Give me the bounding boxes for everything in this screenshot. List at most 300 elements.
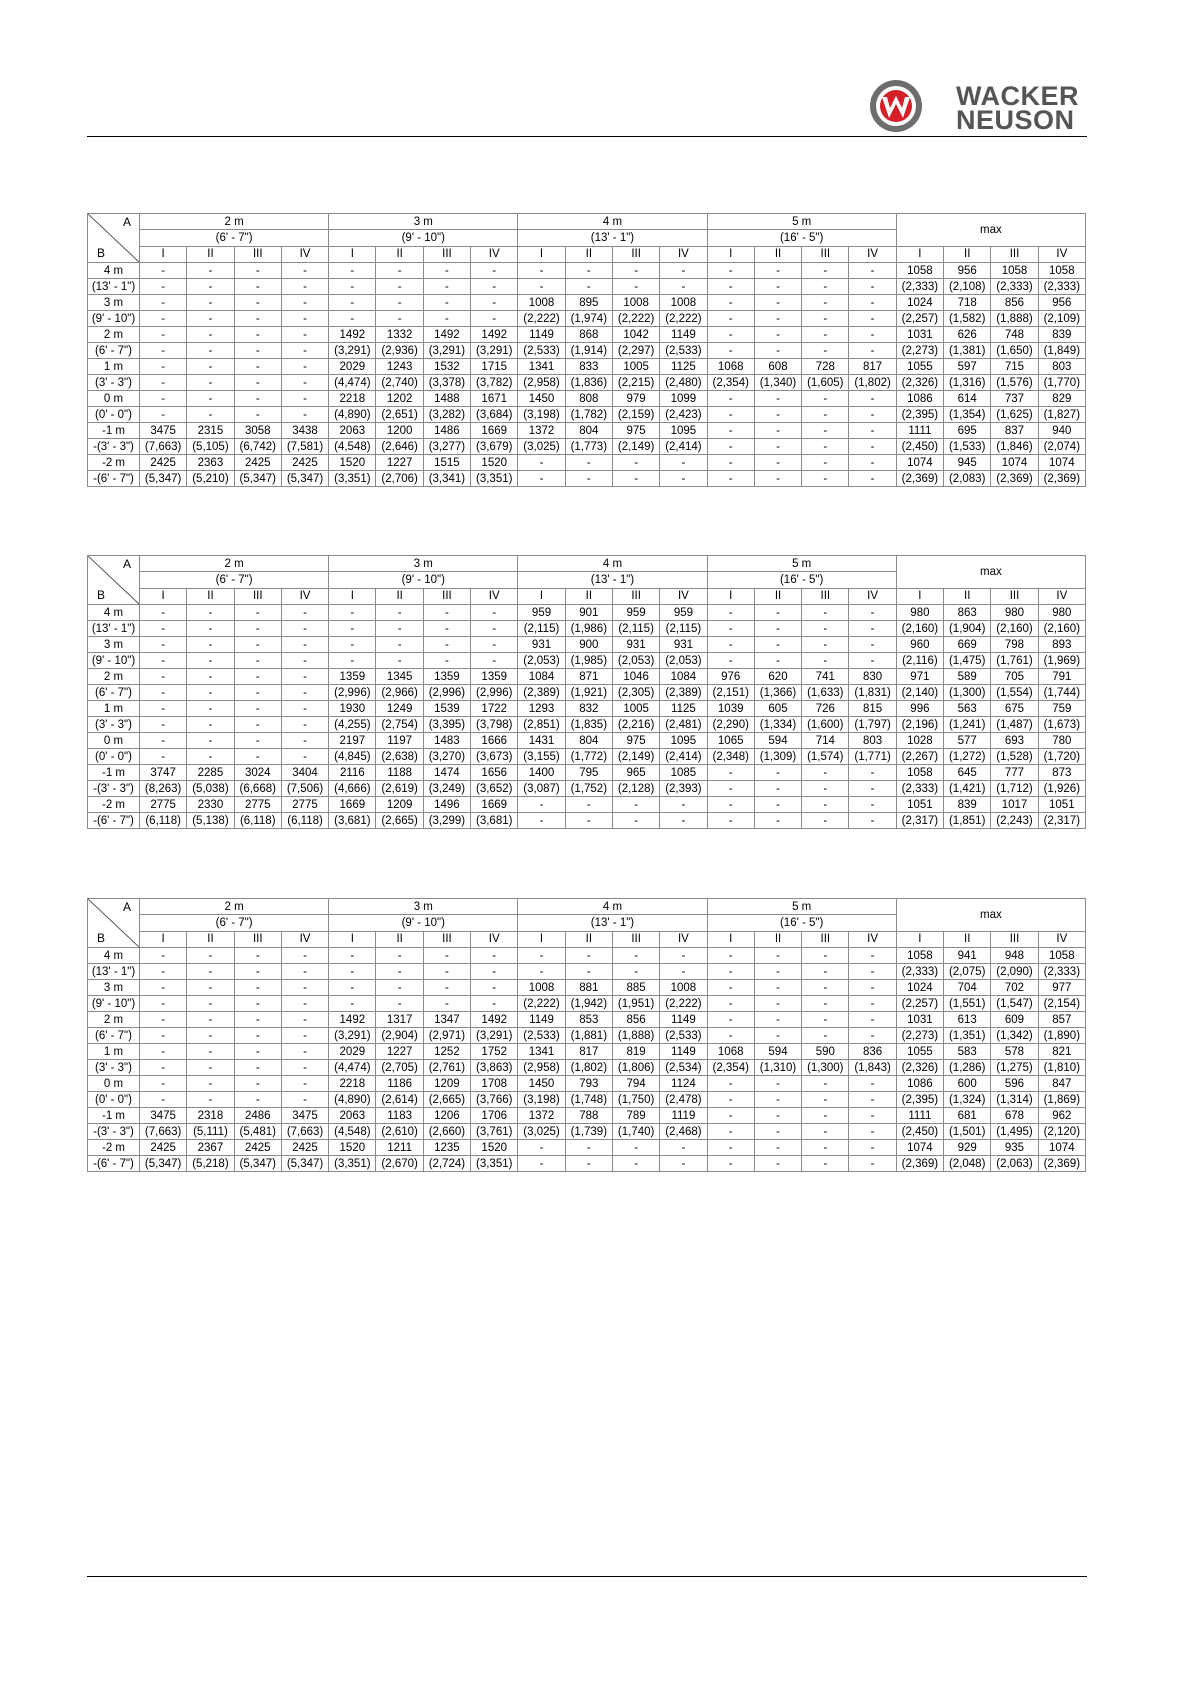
table-cell: 1095 [660,423,707,439]
table-cell: - [849,637,896,653]
row-label: 3 m [88,295,140,311]
table-cell: - [376,964,423,980]
table-cell: - [140,948,187,964]
wacker-neuson-logo-mark [868,78,924,134]
table-cell: 1930 [329,701,376,717]
table-cell: - [518,813,565,829]
table-cell: 901 [565,605,612,621]
table-cell: - [707,391,754,407]
table-cell: - [376,263,423,279]
table-cell: - [707,1156,754,1172]
row-label: -1 m [88,423,140,439]
table-cell: 590 [802,1044,849,1060]
table-cell: - [754,279,801,295]
table-cell: 935 [991,1140,1038,1156]
table-cell: - [140,717,187,733]
table-cell: (2,665) [376,813,423,829]
table-cell: 975 [612,733,659,749]
table-cell: 1520 [471,1140,518,1156]
table-cell: (2,724) [423,1156,470,1172]
table-cell: (4,474) [329,1060,376,1076]
table-cell: 1124 [660,1076,707,1092]
table-cell: (4,666) [329,781,376,797]
table-cell: 1046 [612,669,659,685]
table-cell: - [423,980,470,996]
table-cell: - [565,964,612,980]
table-cell: 1074 [896,1140,943,1156]
table-cell: - [140,653,187,669]
table-cell: 789 [612,1108,659,1124]
table-cell: 1149 [518,327,565,343]
table-cell: (1,334) [754,717,801,733]
table-cell: 960 [896,637,943,653]
table-cell: (2,533) [660,1028,707,1044]
table-cell: (5,347) [234,1156,281,1172]
table-cell: (2,450) [896,439,943,455]
table-cell: - [471,637,518,653]
table-cell: 1483 [423,733,470,749]
table-cell: - [234,685,281,701]
table-cell: 791 [1038,669,1085,685]
radius-subheader: (16' - 5") [707,230,896,246]
table-row [88,669,1086,685]
load-table-1 [87,213,1086,487]
table-cell: (3,863) [471,1060,518,1076]
table-cell: (1,351) [944,1028,991,1044]
table-cell: (2,048) [944,1156,991,1172]
column-header: IV [281,931,328,947]
table-cell: 608 [754,359,801,375]
table-cell: - [707,295,754,311]
radius-subheader: (13' - 1") [518,230,707,246]
table-row [88,1140,1086,1156]
table-cell: (2,369) [896,1156,943,1172]
table-cell: (3,025) [518,439,565,455]
column-header: II [565,588,612,604]
row-label: (3' - 3") [88,375,140,391]
table-cell: - [140,407,187,423]
table-cell: - [660,948,707,964]
table-cell: - [329,295,376,311]
table-cell: - [660,279,707,295]
table-cell: - [140,701,187,717]
table-cell: - [281,996,328,1012]
table-cell: (4,890) [329,407,376,423]
table-cell: - [849,407,896,423]
table-cell: - [471,948,518,964]
table-cell: - [187,1028,234,1044]
table-cell: (1,926) [1038,781,1085,797]
table-cell: - [849,327,896,343]
column-header: III [423,588,470,604]
table-cell: 741 [802,669,849,685]
table-cell: (2,267) [896,749,943,765]
table-cell: 726 [802,701,849,717]
table-cell: (2,154) [1038,996,1085,1012]
header-row-radius [88,899,1086,915]
table-cell: (2,395) [896,407,943,423]
table-cell: - [281,948,328,964]
table-cell: - [754,797,801,813]
table-cell: (1,849) [1038,343,1085,359]
table-cell: - [281,669,328,685]
table-row [88,359,1086,375]
table-cell: (1,421) [944,781,991,797]
table-cell: 856 [991,295,1038,311]
table-cell: 2775 [234,797,281,813]
row-label: (3' - 3") [88,717,140,733]
table-cell: 941 [944,948,991,964]
row-label: 1 m [88,1044,140,1060]
table-cell: 1359 [423,669,470,685]
table-cell: 1074 [1038,455,1085,471]
table-cell: (1,501) [944,1124,991,1140]
table-cell: - [281,749,328,765]
table-cell: 819 [612,1044,659,1060]
table-cell: (3,395) [423,717,470,733]
column-header: II [376,588,423,604]
table-cell: (3,291) [329,1028,376,1044]
table-cell: 1074 [991,455,1038,471]
table-cell: 1669 [471,423,518,439]
table-cell: 1183 [376,1108,423,1124]
table-cell: - [234,1012,281,1028]
table-cell: (2,317) [896,813,943,829]
radius-header: 3 m [329,556,518,572]
table-cell: - [802,980,849,996]
row-label: (0' - 0") [88,1092,140,1108]
header-row-columns [88,931,1086,947]
table-cell: - [707,621,754,637]
wacker-neuson-logo [868,78,1088,138]
table-cell: (3,025) [518,1124,565,1140]
column-header: I [140,246,187,262]
load-table-3 [87,898,1086,1172]
table-cell: 1149 [518,1012,565,1028]
table-cell: (2,317) [1038,813,1085,829]
column-header: IV [1038,246,1085,262]
table-cell: (4,548) [329,1124,376,1140]
table-cell: (1,881) [565,1028,612,1044]
table-cell: 868 [565,327,612,343]
table-row [88,343,1086,359]
table-cell: 1074 [896,455,943,471]
table-cell: (3,652) [471,781,518,797]
table-cell: (1,554) [991,685,1038,701]
table-cell: - [849,263,896,279]
table-cell: 669 [944,637,991,653]
table-cell: 2775 [281,797,328,813]
table-cell: 1243 [376,359,423,375]
load-chart-table [87,213,1086,487]
table-cell: (2,222) [612,311,659,327]
table-cell: - [187,669,234,685]
table-cell: 975 [612,423,659,439]
table-cell: (8,263) [140,781,187,797]
table-cell: - [802,653,849,669]
table-cell: (2,533) [518,343,565,359]
max-header: max [896,556,1085,589]
table-cell: 2425 [281,455,328,471]
table-cell: 2218 [329,391,376,407]
table-cell: 971 [896,669,943,685]
table-cell: 1125 [660,359,707,375]
table-cell: (1,342) [991,1028,1038,1044]
corner-diagonal [88,899,139,947]
table-cell: - [187,391,234,407]
table-cell: - [281,391,328,407]
table-cell: (2,159) [612,407,659,423]
table-row [88,733,1086,749]
table-cell: 931 [660,637,707,653]
table-cell: (6,742) [234,439,281,455]
table-cell: 594 [754,733,801,749]
table-cell: 829 [1038,391,1085,407]
table-cell: 563 [944,701,991,717]
table-cell: - [423,295,470,311]
table-cell: - [140,1092,187,1108]
table-cell: - [802,948,849,964]
table-cell: (1,300) [802,1060,849,1076]
table-cell: - [754,996,801,1012]
table-cell: (5,111) [187,1124,234,1140]
table-cell: - [802,295,849,311]
table-cell: (1,650) [991,343,1038,359]
table-cell: - [660,964,707,980]
table-cell: (1,487) [991,717,1038,733]
table-cell: (2,369) [896,471,943,487]
table-cell: - [612,964,659,980]
radius-header: 2 m [140,556,329,572]
table-cell: (2,160) [991,621,1038,637]
table-cell: 1341 [518,359,565,375]
table-cell: (1,921) [565,685,612,701]
table-cell: - [281,605,328,621]
table-cell: - [234,653,281,669]
table-cell: 931 [612,637,659,653]
table-cell: 956 [944,263,991,279]
row-label: (6' - 7") [88,1028,140,1044]
table-cell: (6,118) [140,813,187,829]
table-cell: - [187,948,234,964]
table-cell: - [802,455,849,471]
table-cell: - [187,327,234,343]
table-cell: (1,316) [944,375,991,391]
table-cell: (2,638) [376,749,423,765]
table-cell: - [423,653,470,669]
table-cell: 965 [612,765,659,781]
table-cell: (2,140) [896,685,943,701]
table-cell: 1520 [329,1140,376,1156]
table-cell: - [187,733,234,749]
table-cell: - [802,781,849,797]
column-header: I [518,931,565,947]
table-row [88,1012,1086,1028]
table-cell: 2425 [140,1140,187,1156]
column-header: II [187,588,234,604]
table-cell: 1024 [896,980,943,996]
column-header: IV [471,588,518,604]
table-cell: - [565,455,612,471]
table-cell: 1532 [423,359,470,375]
column-header: II [944,246,991,262]
table-cell: 1332 [376,327,423,343]
table-cell: - [707,980,754,996]
radius-subheader: (6' - 7") [140,915,329,931]
table-cell: - [281,733,328,749]
table-cell: 704 [944,980,991,996]
table-cell: (2,083) [944,471,991,487]
table-cell: 929 [944,1140,991,1156]
table-cell: - [329,980,376,996]
table-cell: (2,128) [612,781,659,797]
table-cell: 702 [991,980,1038,996]
table-cell: - [754,948,801,964]
table-cell: (1,831) [849,685,896,701]
table-cell: 788 [565,1108,612,1124]
table-cell: (2,075) [944,964,991,980]
table-cell: - [187,295,234,311]
table-row [88,311,1086,327]
table-cell: 3024 [234,765,281,781]
row-label: 2 m [88,669,140,685]
table-row [88,1076,1086,1092]
table-cell: - [849,279,896,295]
table-cell: - [565,797,612,813]
table-cell: (4,255) [329,717,376,733]
table-cell: - [187,375,234,391]
table-cell: 626 [944,327,991,343]
table-cell: (7,663) [140,1124,187,1140]
table-row [88,1124,1086,1140]
table-cell: - [140,375,187,391]
table-cell: (1,576) [991,375,1038,391]
table-cell: 2367 [187,1140,234,1156]
table-cell: 3475 [140,423,187,439]
table-cell: 1249 [376,701,423,717]
table-cell: - [565,471,612,487]
table-cell: - [707,263,754,279]
table-cell: (2,333) [991,279,1038,295]
table-cell: 1055 [896,1044,943,1060]
table-cell: - [707,471,754,487]
radius-subheader: (6' - 7") [140,572,329,588]
table-cell: - [234,669,281,685]
table-cell: (1,739) [565,1124,612,1140]
table-cell: 1488 [423,391,470,407]
table-cell: (2,053) [660,653,707,669]
table-cell: (2,369) [1038,471,1085,487]
table-cell: (5,347) [140,471,187,487]
table-cell: 1347 [423,1012,470,1028]
table-cell: 583 [944,1044,991,1060]
table-cell: - [281,375,328,391]
table-cell: - [140,749,187,765]
table-cell: - [802,471,849,487]
radius-header: 5 m [707,214,896,230]
table-cell: (2,222) [660,996,707,1012]
corner-diagonal [88,556,139,604]
table-cell: 1031 [896,1012,943,1028]
table-cell: - [187,359,234,375]
column-header: IV [660,588,707,604]
table-cell: 1722 [471,701,518,717]
table-cell: (2,414) [660,749,707,765]
table-cell: (2,414) [660,439,707,455]
table-cell: 817 [565,1044,612,1060]
table-cell: - [754,263,801,279]
table-cell: 597 [944,359,991,375]
table-cell: 798 [991,637,1038,653]
table-cell: 980 [1038,605,1085,621]
table-cell: 962 [1038,1108,1085,1124]
table-cell: (3,681) [329,813,376,829]
table-cell: - [234,701,281,717]
table-cell: (2,534) [660,1060,707,1076]
table-cell: (4,548) [329,439,376,455]
table-cell: - [518,455,565,471]
column-header: III [234,246,281,262]
table-cell: (2,160) [1038,621,1085,637]
table-cell: (3,291) [471,343,518,359]
table-cell: (3,291) [423,343,470,359]
table-cell: 1086 [896,391,943,407]
table-cell: (3,351) [471,471,518,487]
table-cell: - [140,733,187,749]
table-cell: 2197 [329,733,376,749]
table-cell: 1051 [1038,797,1085,813]
table-row [88,964,1086,980]
table-cell: 1031 [896,327,943,343]
table-cell: (1,890) [1038,1028,1085,1044]
column-header: III [612,931,659,947]
table-cell: - [234,263,281,279]
table-cell: 1211 [376,1140,423,1156]
table-cell: 959 [612,605,659,621]
table-cell: - [423,311,470,327]
radius-subheader: (13' - 1") [518,915,707,931]
table-cell: (1,827) [1038,407,1085,423]
table-cell: 1706 [471,1108,518,1124]
table-cell: (2,149) [612,749,659,765]
table-cell: - [849,343,896,359]
table-cell: (3,378) [423,375,470,391]
column-header: III [423,931,470,947]
table-cell: 1708 [471,1076,518,1092]
row-label: -(6' - 7") [88,1156,140,1172]
table-cell: 715 [991,359,1038,375]
radius-header: 5 m [707,556,896,572]
row-label: -(6' - 7") [88,471,140,487]
table-cell: (2,333) [1038,279,1085,295]
table-cell: 2318 [187,1108,234,1124]
row-label: (9' - 10") [88,311,140,327]
table-row [88,455,1086,471]
table-cell: - [140,279,187,295]
table-cell: 830 [849,669,896,685]
table-cell: - [187,1044,234,1060]
table-cell: - [802,279,849,295]
table-cell: - [471,295,518,311]
table-cell: - [140,685,187,701]
table-row [88,717,1086,733]
column-header: I [896,588,943,604]
table-cell: - [423,263,470,279]
table-cell: (7,506) [281,781,328,797]
table-cell: 959 [518,605,565,621]
table-cell: (1,773) [565,439,612,455]
table-cell: - [754,471,801,487]
